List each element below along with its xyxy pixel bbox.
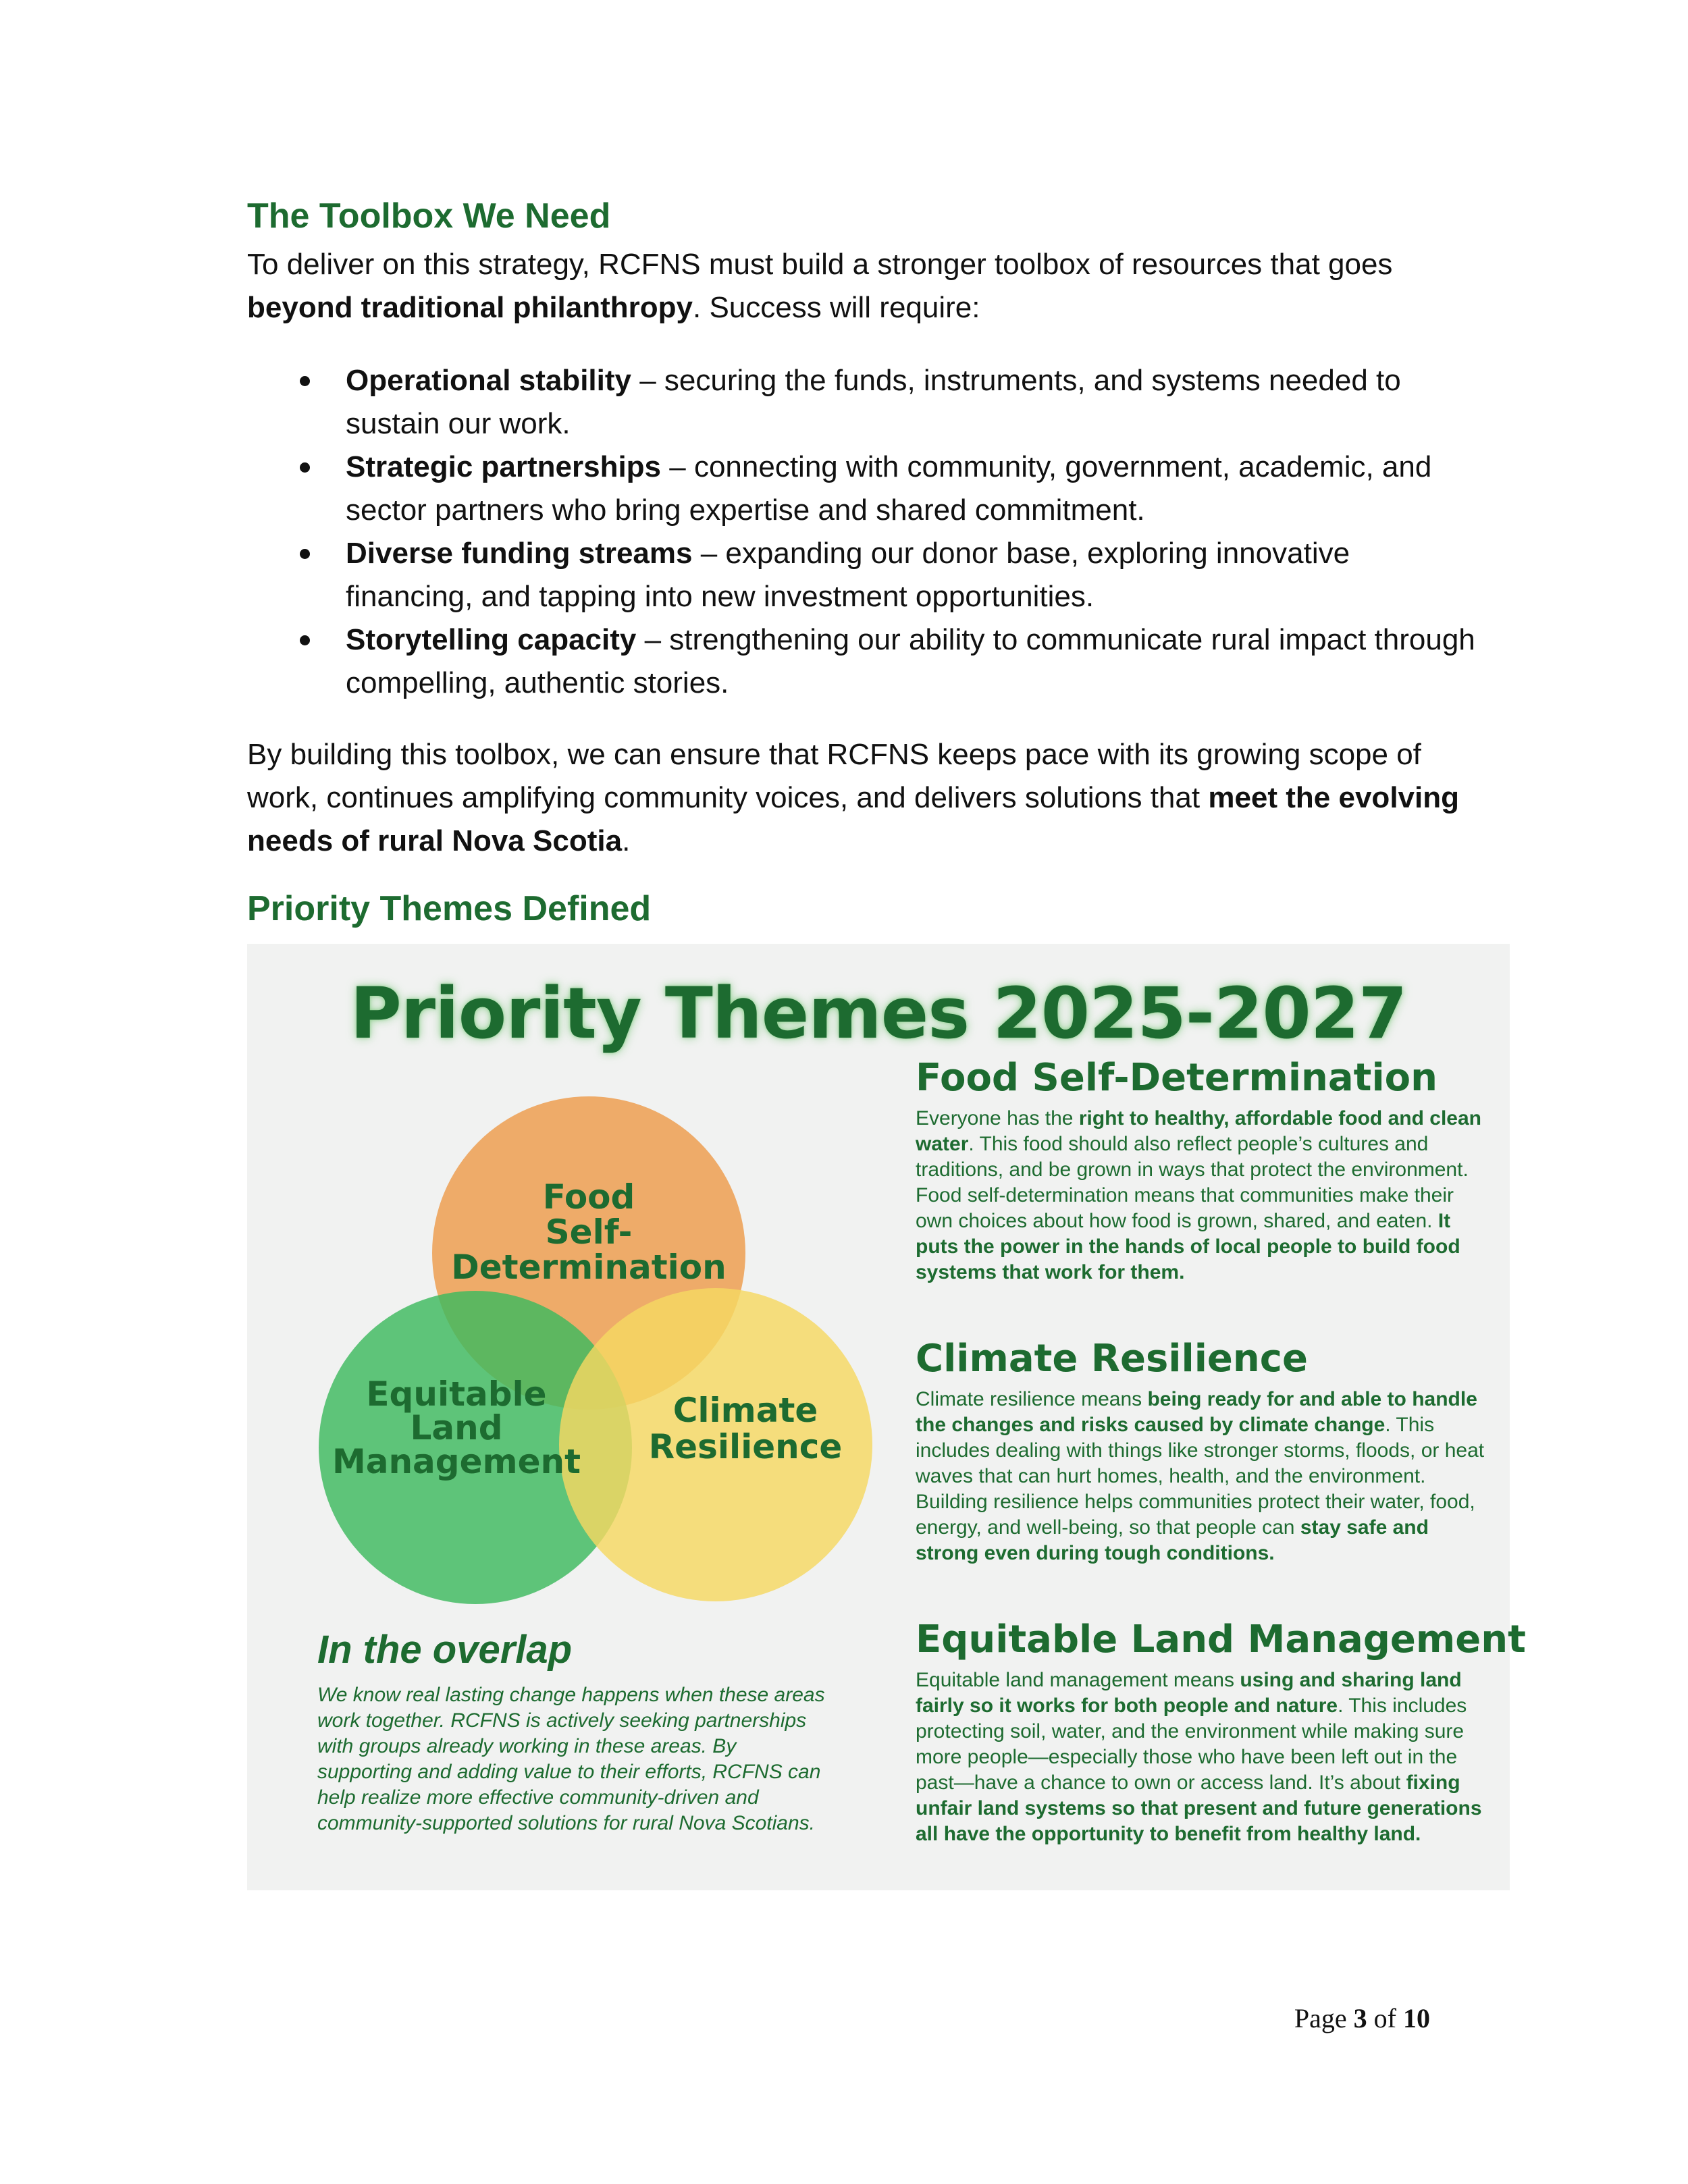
theme-heading-land: Equitable Land Management bbox=[916, 1618, 1526, 1661]
bullet-text: – securing the funds, instruments, and systems needed to sustain our work. bbox=[346, 364, 1401, 440]
bullet-icon bbox=[300, 549, 310, 559]
page-word: Page bbox=[1294, 2003, 1347, 2033]
infographic-title: Priority Themes 2025-2027 bbox=[350, 972, 1407, 1055]
venn-label-land-3: Management bbox=[332, 1442, 581, 1481]
toolbox-intro-text: To deliver on this strategy, RCFNS must build a stronger toolbox of resources that goes bbox=[247, 248, 1393, 281]
theme-text-emphasis: being ready for and able to handle the changes and risks caused by climate change bbox=[916, 1388, 1477, 1436]
toolbox-intro-emphasis: beyond traditional philanthropy bbox=[247, 291, 693, 324]
theme-text-part: . This includes protecting soil, water, and the environment while making sure more people—especially those who have been left out in the past—have a chance to own or access land. It’s about bbox=[916, 1695, 1467, 1794]
overlap-text: We know real lasting change happens when these areas work together. RCFNS is actively seeking partnerships with groups already working in these areas. By supporting and adding value to their efforts, RCFNS can help realize more effective community-driven and community-supported solutions for rural Nova Scotians. bbox=[317, 1684, 825, 1834]
theme-text-emphasis: It puts the power in the hands of local people to build food systems that work for them. bbox=[916, 1210, 1460, 1283]
list-item bbox=[247, 446, 1483, 532]
theme-heading-climate: Climate Resilience bbox=[916, 1337, 1308, 1381]
toolbox-closing-end: . bbox=[622, 824, 631, 857]
priority-themes-infographic bbox=[247, 944, 1526, 1890]
list-item bbox=[247, 618, 1483, 705]
theme-text-emphasis: using and sharing land fairly so it works for both people and nature bbox=[916, 1669, 1462, 1717]
theme-text-part: Equitable land management means bbox=[916, 1669, 1240, 1691]
toolbox-closing-text: By building this toolbox, we can ensure that RCFNS keeps pace with its growing scope of work, continues amplifying community voices, and delivers solutions that bbox=[247, 738, 1421, 814]
bullet-term: Diverse funding streams bbox=[346, 537, 693, 570]
theme-text-part: Everyone has the bbox=[916, 1107, 1079, 1129]
toolbox-intro bbox=[247, 243, 1483, 329]
theme-text-part: Climate resilience means bbox=[916, 1388, 1148, 1410]
venn-label-climate-1: Climate bbox=[672, 1391, 818, 1430]
page-number bbox=[1294, 2002, 1430, 2034]
venn-diagram bbox=[308, 1090, 875, 1630]
page-current: 3 bbox=[1353, 2003, 1367, 2033]
page-total: 10 bbox=[1403, 2003, 1430, 2033]
bullet-text: – strengthening our ability to communicate rural impact through compelling, authentic stories. bbox=[346, 623, 1475, 699]
bullet-text: – connecting with community, government, academic, and sector partners who bring expertise and shared commitment. bbox=[346, 450, 1432, 527]
theme-text-emphasis: right to healthy, affordable food and clean water bbox=[916, 1107, 1481, 1155]
venn-label-climate-2: Resilience bbox=[648, 1427, 843, 1466]
toolbox-closing-emphasis: meet the evolving needs of rural Nova Scotia bbox=[247, 781, 1459, 857]
bullet-term: Strategic partnerships bbox=[346, 450, 662, 483]
venn-label-food-2: Self- bbox=[545, 1213, 633, 1252]
venn-label-land-1: Equitable bbox=[366, 1375, 547, 1414]
list-item bbox=[247, 359, 1483, 446]
bullet-term: Storytelling capacity bbox=[346, 623, 637, 656]
priority-heading: Priority Themes Defined bbox=[247, 889, 652, 928]
theme-text-part: . This food should also reflect people’s cultures and traditions, and be grown in ways that protect the environment. Food self-determination means that communities make their own choices about how food is grown, shared, and eaten. bbox=[916, 1133, 1469, 1232]
venn-label-food-1: Food bbox=[542, 1177, 635, 1217]
bullet-text: – expanding our donor base, exploring innovative financing, and tapping into new investment opportunities. bbox=[346, 537, 1350, 613]
venn-label-land-2: Land bbox=[410, 1408, 503, 1447]
theme-text-land bbox=[916, 1668, 1496, 1847]
theme-heading-food: Food Self-Determination bbox=[916, 1056, 1438, 1100]
bullet-term: Operational stability bbox=[346, 364, 631, 397]
theme-text-food bbox=[916, 1106, 1496, 1285]
overlap-heading: In the overlap bbox=[317, 1628, 573, 1672]
toolbox-intro-end: . Success will require: bbox=[693, 291, 980, 324]
toolbox-closing bbox=[247, 733, 1483, 863]
toolbox-heading: The Toolbox We Need bbox=[247, 196, 611, 236]
bullet-icon bbox=[300, 635, 310, 645]
toolbox-bullet-list bbox=[247, 359, 1483, 705]
venn-label-food-3: Determination bbox=[451, 1248, 727, 1287]
bullet-icon bbox=[300, 376, 310, 386]
theme-text-part: . This includes dealing with things like stronger storms, floods, or heat waves that can hurt homes, health, and the environment. Building resilience helps communities protect their water, food, energy, and well-being, so that people can bbox=[916, 1414, 1485, 1539]
theme-text-emphasis: fixing unfair land systems so that present and future generations all have the opportunity to benefit from healthy land. bbox=[916, 1772, 1482, 1845]
bullet-icon bbox=[300, 462, 310, 473]
list-item bbox=[247, 532, 1483, 618]
theme-text-emphasis: stay safe and strong even during tough conditions. bbox=[916, 1516, 1429, 1564]
theme-text-climate bbox=[916, 1387, 1496, 1566]
of-word: of bbox=[1373, 2003, 1396, 2033]
